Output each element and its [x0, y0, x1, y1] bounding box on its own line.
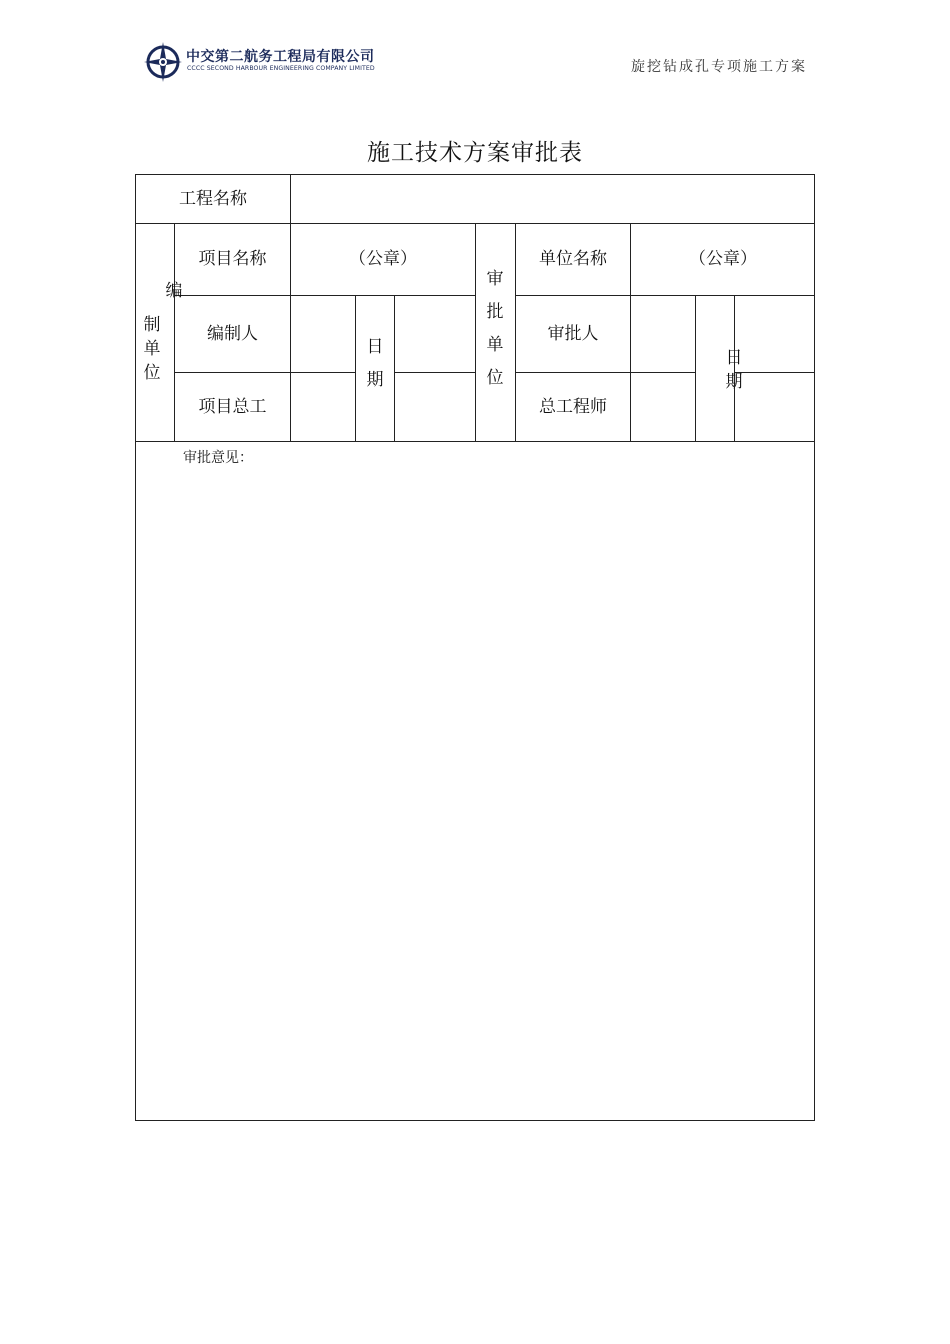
compiler-field[interactable]	[292, 298, 354, 370]
compiler-label: 编制人	[207, 324, 258, 344]
approve-unit-label-char-2: 批	[486, 302, 504, 322]
project-chief-engineer-label: 项目总工	[198, 397, 267, 417]
unit-name-label: 单位名称	[539, 249, 607, 269]
approve-date-char-2: 期	[725, 372, 743, 392]
approve-date-field-1[interactable]	[736, 298, 814, 370]
chief-engineer-label: 总工程师	[539, 397, 607, 417]
document-name: 旋挖钻成孔专项施工方案	[631, 59, 807, 75]
approver-field[interactable]	[632, 298, 694, 370]
approval-opinion-label: 审批意见：	[183, 450, 253, 466]
project-name-label: 工程名称	[179, 189, 247, 209]
compile-unit-label-char-3: 单	[143, 339, 161, 359]
page-title: 施工技术方案审批表	[367, 140, 583, 166]
approval-opinion-field[interactable]	[137, 470, 813, 1118]
compile-date-char-1: 日	[366, 337, 384, 357]
approve-unit-label-char-4: 位	[486, 368, 504, 388]
chief-engineer-field[interactable]	[632, 375, 694, 439]
compile-date-char-2: 期	[366, 370, 384, 390]
company-name-en: CCCC SECOND HARBOUR ENGINEERING COMPANY LIMITED	[187, 65, 375, 72]
project-chief-engineer-field[interactable]	[292, 375, 354, 439]
approve-unit-label-char-3: 单	[486, 335, 504, 355]
approve-seal-text: （公章）	[689, 249, 757, 269]
compile-unit-label-char-4: 位	[143, 363, 161, 383]
approver-label: 审批人	[547, 324, 599, 344]
compile-unit-label-char-1: 编	[165, 281, 183, 301]
item-name-label: 项目名称	[198, 249, 267, 269]
company-name-cn: 中交第二航务工程局有限公司	[186, 49, 375, 65]
approve-date-char-1: 日	[725, 348, 743, 368]
compile-unit-label-char-2: 制	[143, 315, 161, 335]
approve-unit-label-char-1: 审	[486, 269, 504, 289]
compile-date-field-1[interactable]	[396, 298, 474, 370]
approve-date-field-2[interactable]	[736, 375, 814, 439]
compile-date-field-2[interactable]	[396, 375, 474, 439]
compile-seal-text: （公章）	[349, 249, 417, 269]
